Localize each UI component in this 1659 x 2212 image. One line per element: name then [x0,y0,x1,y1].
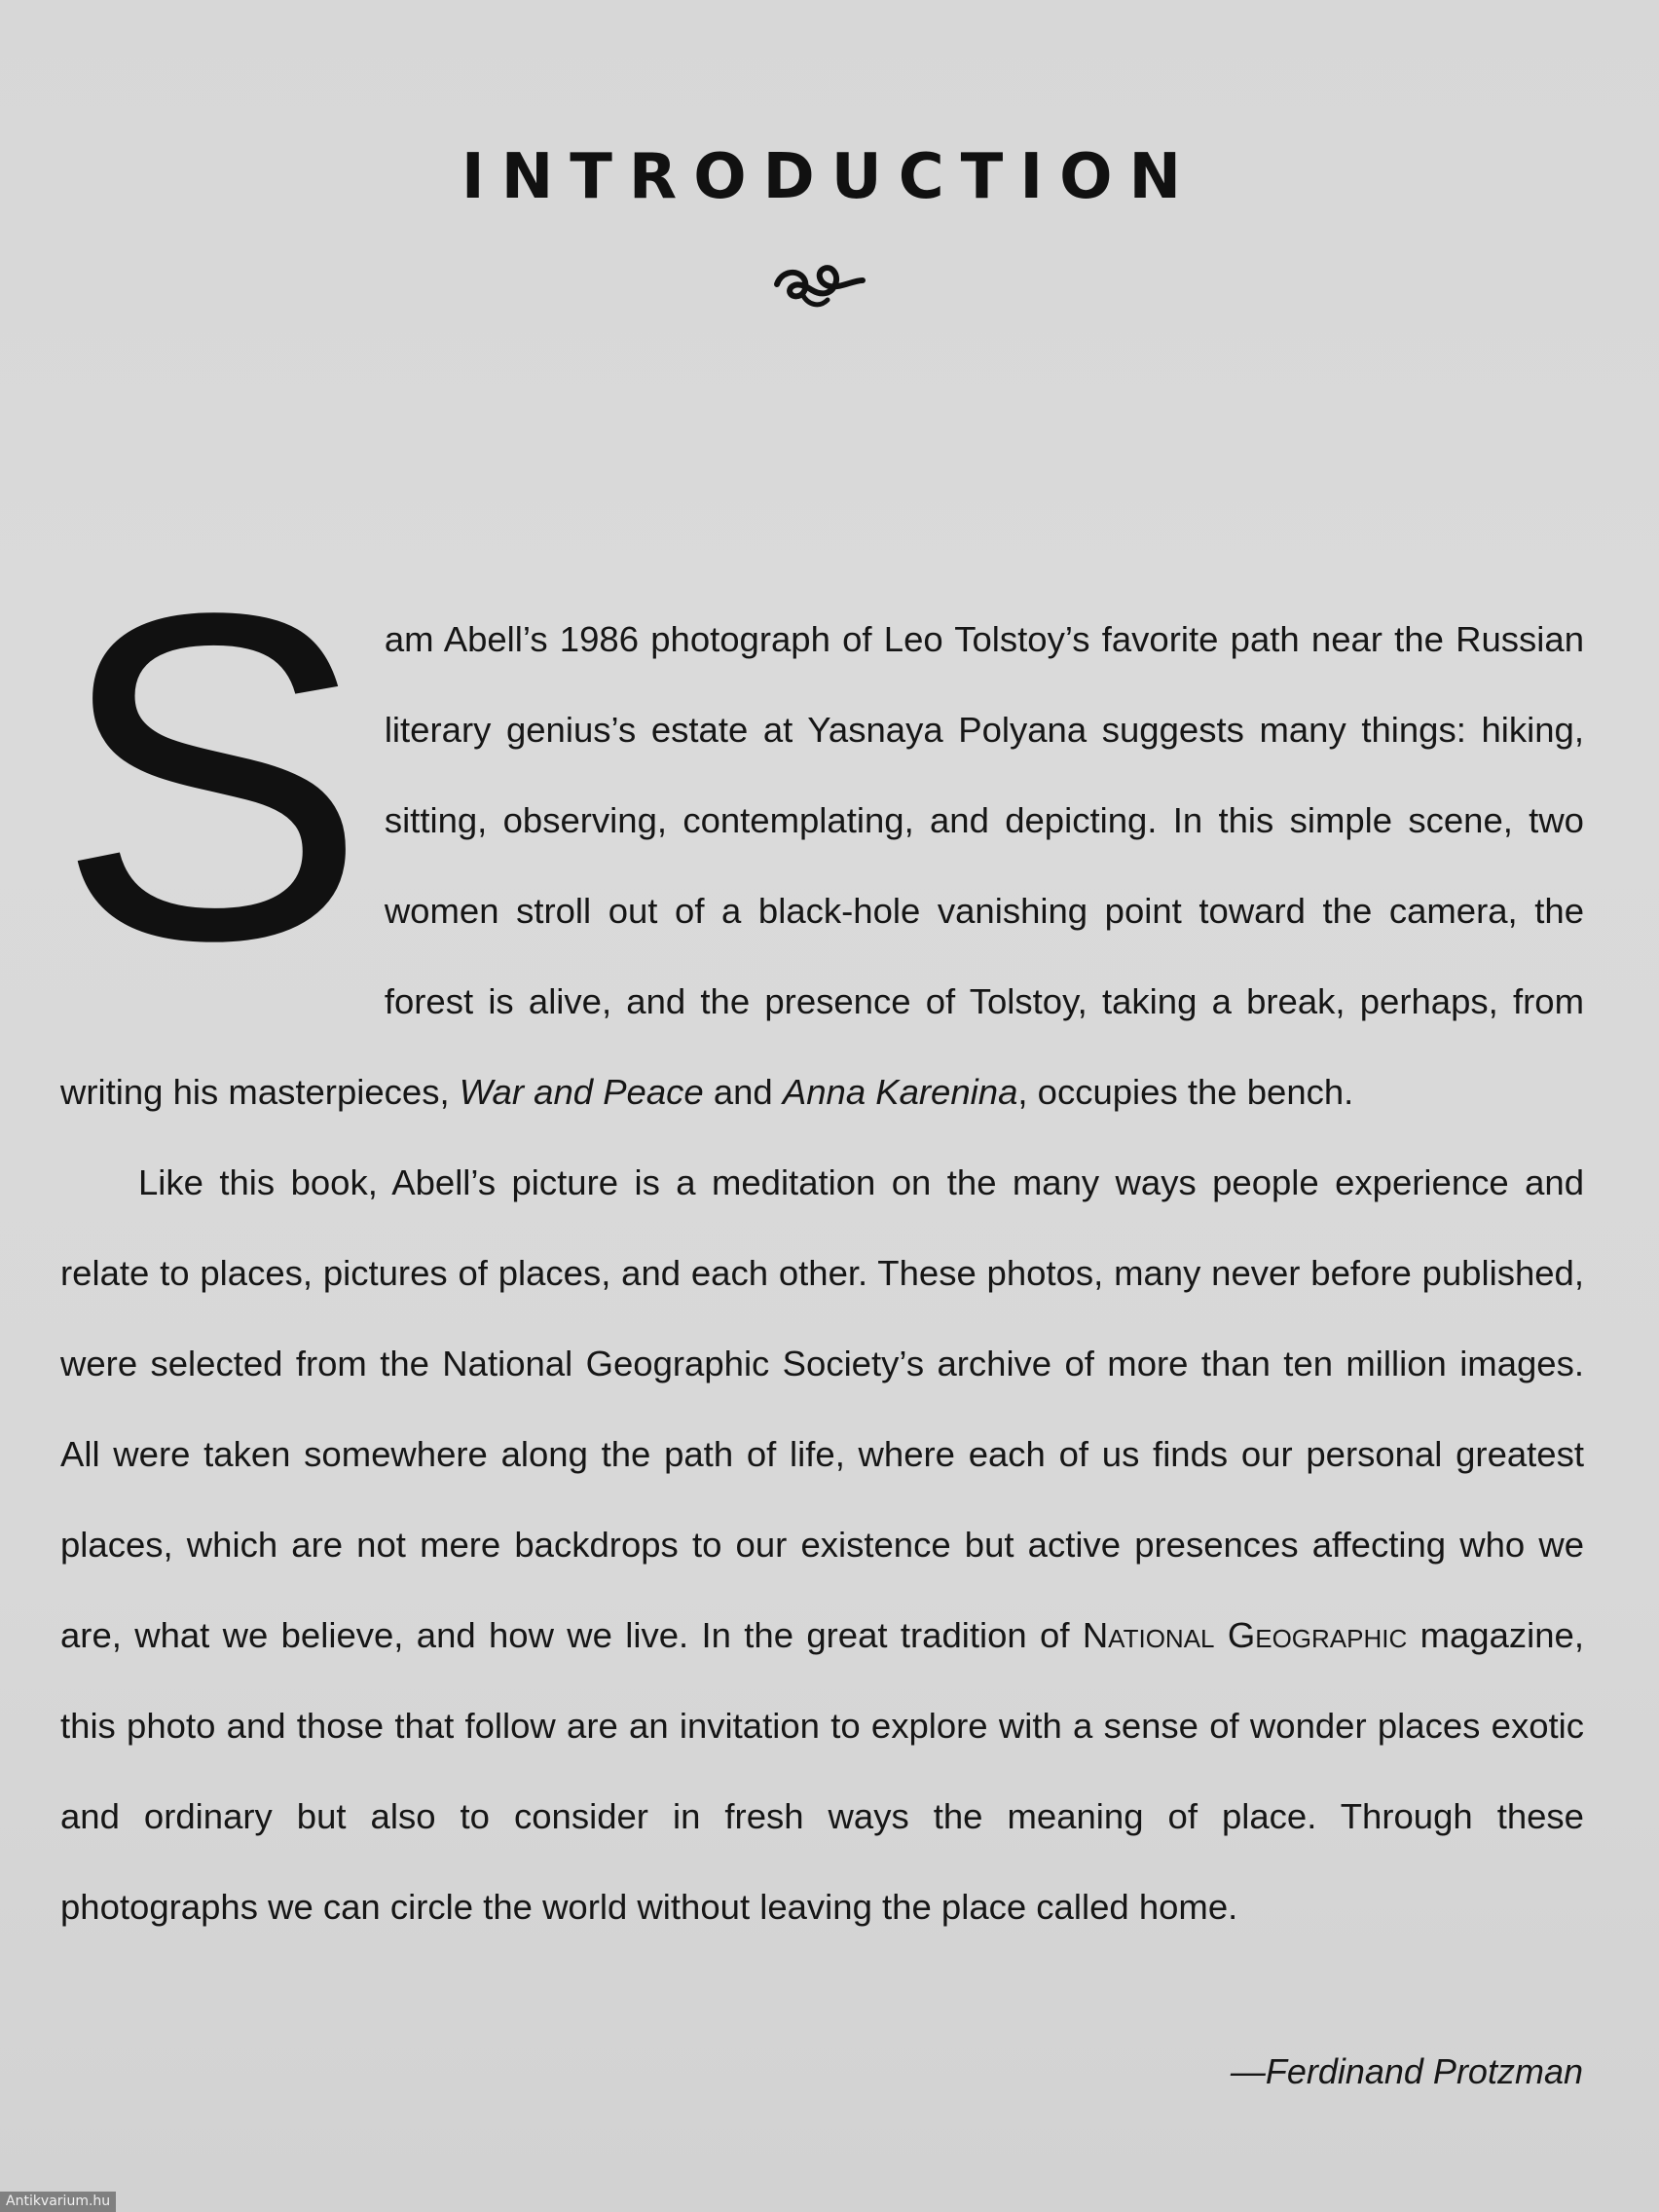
book-title-anna-karenina: Anna Karenina [782,1072,1018,1112]
paragraph-1-text-a: am Abell’s 1986 photograph of Leo Tolstoy’s favorite path near the Russian literary genius’s estate at Yasnaya Polyana suggests many things: hiking, sitting, observing, contemplating, and depicting. In this simple scene, two women stroll out of a black-hole vanishing point toward the camera, the forest is alive, and the presence of Tolstoy, taking a break, perhaps, from writing his masterpieces, [60,619,1584,1112]
paragraph-1 [56,517,1584,1137]
flourish-ornament-icon [773,251,866,312]
paragraph-2-text-b: magazine, this photo and those that follow are an invitation to explore with a sense of wonder places exotic and ordinary but also to consider in fresh ways the meaning of place. Through these photographs we can circle the world without leaving the place called home. [60,1615,1584,1927]
page-title: INTRODUCTION [461,141,1198,213]
drop-cap: S [56,517,367,1037]
introduction-text [56,517,1584,1952]
paragraph-2-text-a: Like this book, Abell’s picture is a meditation on the many ways people experience and relate to places, pictures of places, and each other. These photos, many never before published, were selected from the National Geographic Society’s archive of more than ten million images. All were taken somewhere along the path of life, where each of us finds our personal greatest places, which are not mere backdrops to our existence but active presences affecting who we are, what we believe, and how we live. In the great tradition of [60,1162,1584,1655]
paragraph-2 [60,1137,1584,1952]
book-title-war-and-peace: War and Peace [459,1072,704,1112]
paragraph-1-text-b: and [703,1072,783,1112]
author-signature: —Ferdinand Protzman [1230,2051,1583,2091]
paragraph-1-text-c: , occupies the bench. [1017,1072,1354,1112]
watermark: Antikvarium.hu [0,2192,116,2212]
national-geographic-smallcaps: National Geographic [1082,1615,1408,1655]
